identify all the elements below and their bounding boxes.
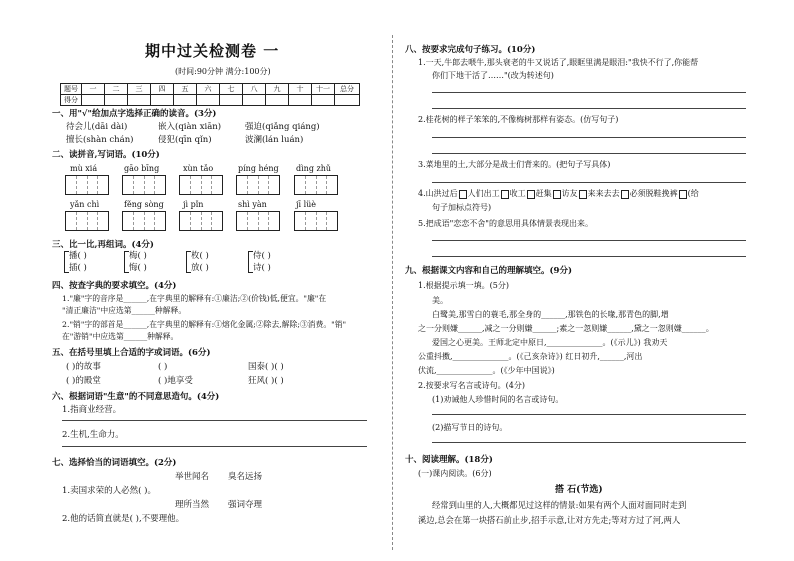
q5-item: ( ) (158, 362, 168, 372)
q7-word: 臭名远扬 (228, 472, 263, 482)
q8-s4-end: (给 (687, 189, 699, 198)
q4-text: "清正廉洁"中应选第______种解释。 (62, 306, 187, 315)
q6-item: 2.生机,生命力。 (62, 430, 124, 440)
score-cell: 八 (243, 84, 266, 95)
answer-line[interactable] (432, 414, 746, 415)
pinyin-label: dìng zhǔ (296, 164, 332, 173)
q10-subtitle: (一)课内阅读。(6分) (418, 469, 492, 478)
q8-s4-part: 收工 (509, 189, 526, 198)
char-write-box[interactable] (122, 211, 166, 231)
punct-box[interactable] (621, 190, 629, 199)
score-cell: 五 (174, 84, 197, 95)
q7-word: 强词夺理 (228, 500, 263, 510)
q8-sentence: 句子加标点符号) (432, 203, 492, 212)
q7-sentence: 1.卖国求荣的人必然( )。 (62, 486, 156, 496)
page-subtitle: (时间:90分钟 满分:100分) (175, 67, 271, 76)
passage-line: 经常到山里的人,大概都见过这样的情景:如果有两个人面对面同时走到 (432, 500, 687, 510)
q9-text: 2.按要求写名言或诗句。(4分) (418, 381, 525, 390)
answer-line[interactable] (432, 137, 746, 138)
q8-sentence: 5.把成语"恋恋不舍"的意思用具体情景表现出来。 (418, 219, 593, 228)
punct-box[interactable] (579, 190, 587, 199)
score-input-cell[interactable] (105, 95, 128, 106)
punct-box[interactable] (527, 190, 535, 199)
q1-item: 侵犯(qīn qǐn) (158, 135, 212, 145)
q7-title: 七、选择恰当的词语填空。(2分) (52, 458, 177, 468)
q3-title: 三、比一比,再组词。(4分) (52, 240, 154, 250)
answer-line[interactable] (432, 153, 746, 154)
q4-text: 在"游销"中应选第______种解释。 (62, 332, 179, 341)
q5-item: ( )的殿堂 (66, 376, 101, 386)
q9-text: 之一分则嫌______,减之一分则嫌______;素之一忽则嫌______,黛之一忽则嫌______。 (418, 324, 714, 333)
q5-item: 国泰( )( ) (248, 362, 284, 372)
q2-title: 二、读拼音,写词语。(10分) (52, 150, 160, 160)
q6-item: 1.指商业经营。 (62, 405, 122, 415)
compare-item: 枚( ) (191, 251, 209, 261)
q6-title: 六、根据词语"生意"的不同意思造句。(4分) (52, 392, 220, 402)
score-cell: 三 (128, 84, 151, 95)
q7-word: 理所当然 (175, 500, 210, 510)
q4-text: 1."廉"字的音序是______,在字典里的解释有:①廉洁;②(价钱)低,便宜。"廉"在 (62, 294, 327, 303)
answer-line[interactable] (432, 442, 746, 443)
score-cell: 九 (266, 84, 289, 95)
score-input-cell[interactable] (266, 95, 289, 106)
score-row-label: 得分 (61, 95, 82, 106)
char-write-box[interactable] (294, 211, 338, 231)
score-cell: 二 (105, 84, 128, 95)
score-input-cell[interactable] (312, 95, 335, 106)
q8-sentence: 1.一天,牛郎去喂牛,那头衰老的牛又说话了,眼眶里满是眼泪:"我快不行了,你能帮 (418, 58, 699, 67)
compare-item: 悔( ) (129, 263, 147, 273)
char-write-box[interactable] (179, 175, 223, 195)
pinyin-label: fěng sòng (124, 200, 164, 209)
score-table-score-row (61, 95, 360, 106)
char-write-box[interactable] (294, 175, 338, 195)
q8-s4-part: 访友 (561, 189, 578, 198)
punct-box[interactable] (501, 190, 509, 199)
score-input-cell[interactable] (82, 95, 105, 106)
punct-box[interactable] (553, 190, 561, 199)
score-input-cell[interactable] (243, 95, 266, 106)
q8-sentence: 2.桂花树的样子笨笨的,不像梅树那样有姿态。(仿写句子) (418, 115, 619, 124)
char-write-box[interactable] (179, 211, 223, 231)
answer-line[interactable] (62, 420, 367, 421)
pinyin-label: shì yàn (238, 200, 267, 209)
char-write-box[interactable] (65, 211, 109, 231)
score-table (60, 83, 360, 106)
score-input-cell[interactable] (174, 95, 197, 106)
q9-text: (2)描写节日的诗句。 (432, 423, 508, 432)
score-input-cell[interactable] (289, 95, 312, 106)
q8-s4-part: 来来去去 (587, 189, 620, 198)
q8-s4-part: 赶集 (535, 189, 552, 198)
q8-sentence: 3.菜地里的土,大部分是战士们背来的。(把句子写具体) (418, 160, 611, 169)
answer-line[interactable] (432, 182, 746, 183)
pinyin-label: píng héng (238, 164, 279, 173)
score-cell: 六 (197, 84, 220, 95)
q5-item: ( )地享受 (158, 376, 193, 386)
q7-sentence: 2.他的话简直就是( ),不要理他。 (62, 514, 185, 524)
score-cell: 十 (289, 84, 312, 95)
q9-text: 1.根据提示填一填。(5分) (418, 281, 509, 290)
compare-item: 侍( ) (253, 251, 271, 261)
q9-text: (1)劝诫他人珍惜时间的名言或诗句。 (432, 395, 564, 404)
compare-item: 诗( ) (253, 263, 271, 273)
score-input-cell[interactable] (128, 95, 151, 106)
q8-s4-part: 必须脱鞋挽裤 (629, 189, 678, 198)
q9-text: 白鹭美,那雪白的蓑毛,那全身的______,那铁色的长喙,那青色的脚,增 (432, 310, 669, 319)
q8-s4-part: 人们出工 (467, 189, 500, 198)
pinyin-label: xùn tǎo (183, 164, 214, 173)
answer-line[interactable] (62, 446, 367, 447)
score-input-cell[interactable] (220, 95, 243, 106)
pinyin-label: jì pǐn (183, 200, 204, 209)
score-input-cell[interactable] (197, 95, 220, 106)
q8-punctuation-sentence (418, 189, 699, 199)
q1-item: 波澜(lán luán) (245, 135, 304, 145)
q1-item: 擅长(shàn chán) (66, 135, 134, 145)
page-title: 期中过关检测卷 一 (145, 42, 280, 60)
compare-item: 插( ) (69, 263, 87, 273)
char-write-box[interactable] (122, 175, 166, 195)
q5-title: 五、在括号里填上合适的字或词语。(6分) (52, 348, 211, 358)
passage-line: 溪边,总会在第一块搭石前止步,招手示意,让对方先走;等对方过了河,两人 (418, 515, 681, 525)
char-write-box[interactable] (236, 175, 280, 195)
q1-title: 一、用"√"给加点字选择正确的读音。(3分) (52, 109, 217, 119)
q9-text: 爱国之心更美。王师北定中原日,______________。(《示儿》) 我劝天 (432, 338, 668, 347)
q1-item: 嵌入(qiàn xiān) (158, 122, 222, 132)
pinyin-label: mù xiá (70, 164, 98, 173)
score-cell: 十一 (312, 84, 335, 95)
q4-text: 2."销"字的部首是______,在字典里的解释有:①熔化金属;②除去,解除;③消费。"销" (62, 320, 347, 329)
column-divider (392, 35, 393, 550)
q7-word: 举世闻名 (175, 472, 210, 482)
q1-item: 强迫(qiǎng qiáng) (245, 122, 320, 132)
q5-item: ( )的故事 (66, 362, 101, 372)
answer-line[interactable] (432, 108, 746, 109)
answer-line[interactable] (432, 256, 746, 257)
compare-item: 梅( ) (129, 251, 147, 261)
q8-title: 八、按要求完成句子练习。(10分) (405, 45, 536, 55)
q1-item: 待会儿(dāi dài) (66, 122, 128, 132)
score-cell: 四 (151, 84, 174, 95)
score-cell: 题号 (61, 84, 82, 95)
answer-line[interactable] (432, 92, 746, 93)
q9-text: 美。 (432, 296, 448, 305)
pinyin-label: yǎn chì (70, 200, 100, 209)
compare-item: 播( ) (69, 251, 87, 261)
score-table-header-row (61, 84, 360, 95)
q8-sentence: 你们下地干活了……"(改为转述句) (432, 71, 554, 80)
q4-title: 四、按查字典的要求填空。(4分) (52, 281, 177, 291)
score-input-cell[interactable] (335, 95, 360, 106)
compare-item: 放( ) (191, 263, 209, 273)
passage-title: 搭 石(节选) (555, 485, 603, 495)
score-input-cell[interactable] (151, 95, 174, 106)
score-cell: 七 (220, 84, 243, 95)
punct-box[interactable] (679, 190, 687, 199)
punct-box[interactable] (459, 190, 467, 199)
char-write-box[interactable] (236, 211, 280, 231)
q9-text: 伏流,______________。(《少年中国说》) (418, 366, 555, 375)
q8-s4-start: 4.山洪过后 (418, 189, 458, 198)
q9-title: 九、根据课文内容和自己的理解填空。(9分) (405, 266, 572, 276)
answer-line[interactable] (432, 240, 746, 241)
pinyin-label: gāo bīng (124, 164, 160, 173)
score-cell: 总分 (335, 84, 360, 95)
q10-title: 十、阅读理解。(18分) (405, 455, 493, 465)
score-cell: 一 (82, 84, 105, 95)
q9-text: 公重抖擞,______________。(《己亥杂诗》) 红日初升,______,河出 (418, 352, 643, 361)
q5-item: 狂风( )( ) (248, 376, 284, 386)
char-write-box[interactable] (65, 175, 109, 195)
pinyin-label: jī lüè (296, 200, 317, 209)
